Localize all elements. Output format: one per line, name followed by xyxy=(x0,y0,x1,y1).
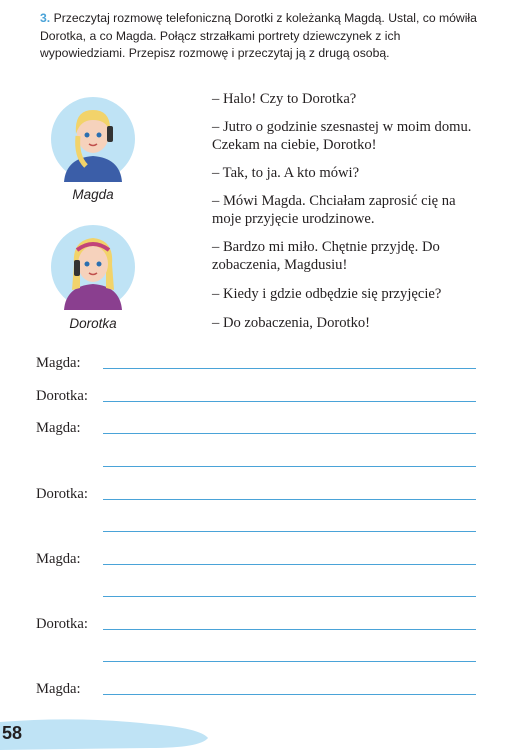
writing-label: Dorotka: xyxy=(36,486,88,502)
magda-label: Magda xyxy=(72,187,114,202)
writing-label: Magda: xyxy=(36,420,81,436)
writing-line[interactable] xyxy=(103,499,476,500)
exercise-instruction: Przeczytaj rozmowę telefoniczną Dorotki z koleżanką Magdą. Ustal, co mówiła Dorotka, a co Magda. Połącz strzałkami portrety dziewczynek z ich wypowiedziami. Przepisz rozmowę i przeczytaj ją z drugą osobą. xyxy=(40,11,477,60)
dialogue-line-4: – Mówi Magda. Chciałam zaprosić cię na moje przyjęcie urodzinowe. xyxy=(212,193,456,227)
dialogue-line-2: – Jutro o godzinie szesnastej w moim domu. Czekam na ciebie, Dorotko! xyxy=(212,119,472,153)
dialogue-line-5: – Bardzo mi miło. Chętnie przyjdę. Do zobaczenia, Magdusiu! xyxy=(212,239,440,273)
writing-line[interactable] xyxy=(103,694,476,695)
writing-line[interactable] xyxy=(103,564,476,565)
writing-line[interactable] xyxy=(103,401,476,402)
writing-label: Dorotka: xyxy=(36,616,88,632)
dialogue-line-6: – Kiedy i gdzie odbędzie się przyjęcie? xyxy=(212,286,442,302)
writing-line[interactable] xyxy=(103,433,476,434)
page-number: 58 xyxy=(2,723,23,743)
writing-line[interactable] xyxy=(103,661,476,662)
dialogue-line-1: – Halo! Czy to Dorotka? xyxy=(212,91,357,107)
page-corner-brush xyxy=(0,714,210,750)
writing-line[interactable] xyxy=(103,629,476,630)
writing-line[interactable] xyxy=(103,531,476,532)
writing-line[interactable] xyxy=(103,466,476,467)
writing-line[interactable] xyxy=(103,368,476,369)
exercise-instruction-block xyxy=(40,10,480,63)
dorotka-portrait xyxy=(50,224,136,310)
writing-label: Magda: xyxy=(36,681,81,697)
magda-portrait xyxy=(50,96,136,182)
writing-label: Magda: xyxy=(36,551,81,567)
writing-label: Magda: xyxy=(36,355,81,371)
writing-label: Dorotka: xyxy=(36,388,88,404)
exercise-number: 3. xyxy=(40,11,51,25)
writing-line[interactable] xyxy=(103,596,476,597)
dialogue-line-3: – Tak, to ja. A kto mówi? xyxy=(212,165,360,181)
dorotka-label: Dorotka xyxy=(69,316,117,331)
dialogue-line-7: – Do zobaczenia, Dorotko! xyxy=(212,315,371,331)
